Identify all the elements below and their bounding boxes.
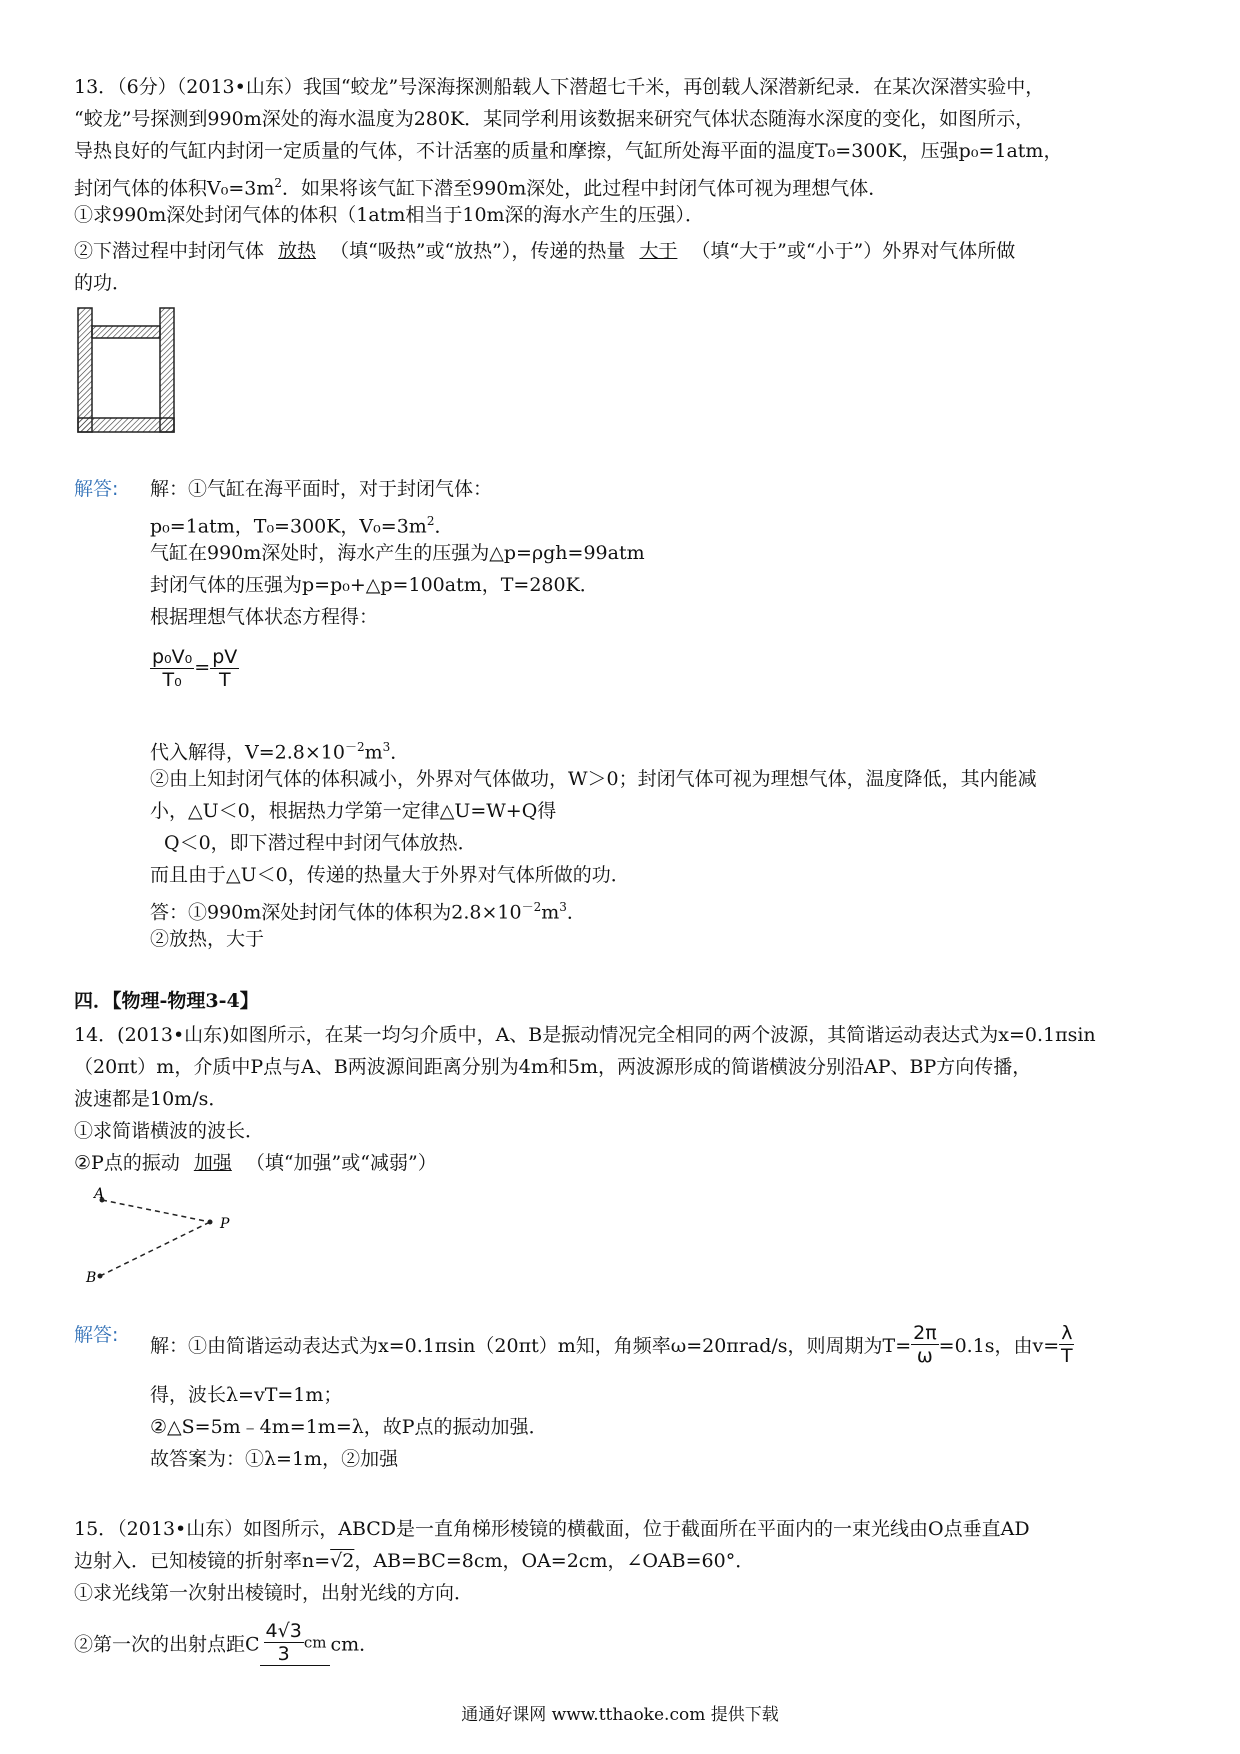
q13-answer-7: ②由上知封闭气体的体积减小，外界对气体做功，W＞0；封闭气体可视为理想气体，温度降低，其内能减 bbox=[150, 768, 1037, 790]
q13-answer-2-a: p₀=1atm，T₀=300K，V₀=3m bbox=[150, 515, 427, 538]
q13-line-4 bbox=[74, 170, 887, 201]
q15-line-4-b: cm． bbox=[330, 1633, 379, 1656]
q13-answer-6-sup1: －2 bbox=[344, 740, 365, 754]
q13-answer-label: 解答: bbox=[74, 478, 119, 500]
q13-line-4-b: ．如果将该气缸下潜至990m深处，此过程中封闭气体可视为理想气体． bbox=[282, 177, 888, 200]
q13-answer-11-b: m bbox=[541, 901, 560, 924]
q15-line-4 bbox=[74, 1620, 378, 1666]
q14-frac-1 bbox=[911, 1322, 939, 1367]
q14-line-4: ①求简谐横波的波长． bbox=[74, 1120, 265, 1142]
q13-line-6-c: （填“大于”或“小于”）外界对气体所做 bbox=[691, 240, 1016, 262]
q14-line-5-a: ②P点的振动 bbox=[74, 1152, 180, 1174]
line-ap bbox=[102, 1200, 210, 1222]
q13-answer-6-c: ． bbox=[390, 741, 410, 764]
q13-answer-11-c: ． bbox=[566, 901, 586, 924]
q13-answer-5: 根据理想气体状态方程得： bbox=[150, 606, 379, 628]
label-p: P bbox=[220, 1216, 230, 1232]
q13-sup: 2 bbox=[274, 176, 283, 190]
q13-frac-2-den: T bbox=[218, 669, 231, 691]
cylinder-left-wall bbox=[78, 308, 92, 432]
q13-answer-6-sup2: 3 bbox=[382, 740, 391, 754]
q13-answer-12: ②放热，大于 bbox=[150, 928, 265, 950]
label-b: B bbox=[86, 1270, 97, 1286]
q15-sqrt: √2 bbox=[330, 1550, 355, 1572]
q13-answer-3: 气缸在990m深处时，海水产生的压强为△p=ρgh=99atm bbox=[150, 542, 645, 564]
q15-line-1: 15．（2013•山东）如图所示，ABCD是一直角梯形棱镜的横截面，位于截面所在平面内的一束光线由O点垂直AD bbox=[74, 1518, 1030, 1540]
q14-line-2: （20πt）m，介质中P点与A、B两波源间距离分别为4m和5m，两波源形成的简谐横波分别沿AP、BP方向传播， bbox=[74, 1056, 1032, 1078]
q14-frac-2-num: λ bbox=[1061, 1322, 1073, 1344]
q15-frac-num: 4√3 bbox=[265, 1620, 302, 1642]
q13-equation bbox=[150, 646, 239, 691]
q15-line-3: ①求光线第一次射出棱镜时，出射光线的方向． bbox=[74, 1582, 474, 1604]
q13-answer-11-a: 答：①990m深处封闭气体的体积为2.8×10 bbox=[150, 901, 522, 924]
q14-answer-1-b: =0.1s，由v= bbox=[938, 1335, 1060, 1357]
q13-eq-sign: = bbox=[194, 656, 211, 679]
q13-blank-2: 大于 bbox=[639, 240, 678, 262]
q13-answer-2 bbox=[150, 508, 453, 539]
q14-line-3: 波速都是10m/s． bbox=[74, 1088, 228, 1110]
q13-answer-11-sup2: 3 bbox=[559, 900, 567, 914]
q15-line-4-a: ②第一次的出射点距C bbox=[74, 1633, 260, 1656]
q15-blank bbox=[260, 1620, 331, 1666]
page-footer: 通通好课网 www.tthaoke.com 提供下载 bbox=[461, 1705, 779, 1725]
cylinder-figure bbox=[76, 306, 176, 434]
q14-answer-3: ②△S=5m﹣4m=1m=λ，故P点的振动加强． bbox=[150, 1416, 548, 1438]
q13-answer-9: Q＜0，即下潜过程中封闭气体放热． bbox=[164, 832, 477, 854]
q14-answer-2: 得，波长λ=vT=1m； bbox=[150, 1384, 343, 1406]
q14-frac-2 bbox=[1059, 1322, 1074, 1367]
q15-frac-unit: cm bbox=[303, 1633, 327, 1652]
q13-line-1: 13．（6分）（2013•山东）我国“蛟龙”号深海探测船载人下潜超七千米，再创载人深潜新纪录．在某次深潜实验中， bbox=[74, 76, 1045, 98]
q13-line-7: 的功． bbox=[74, 272, 132, 294]
point-b bbox=[98, 1274, 103, 1279]
q14-frac-1-den: ω bbox=[916, 1345, 933, 1367]
q15-frac-den: 3 bbox=[277, 1643, 290, 1665]
q14-answer-1 bbox=[150, 1322, 1074, 1367]
q15-frac bbox=[264, 1620, 304, 1665]
cylinder-right-wall bbox=[160, 308, 174, 432]
q13-frac-2 bbox=[210, 646, 239, 691]
q13-line-6-a: ②下潜过程中封闭气体 bbox=[74, 240, 265, 262]
q13-answer-6-a: 代入解得，V=2.8×10 bbox=[150, 741, 345, 764]
q13-frac-1 bbox=[150, 646, 194, 691]
q13-line-2: “蛟龙”号探测到990m深处的海水温度为280K．某同学利用该数据来研究气体状态随海水深度的变化，如图所示， bbox=[74, 108, 1035, 130]
q14-frac-2-den: T bbox=[1061, 1345, 1073, 1367]
q14-answer-label: 解答: bbox=[74, 1324, 119, 1346]
q13-answer-4: 封闭气体的压强为p=p₀+△p=100atm，T=280K． bbox=[150, 574, 599, 596]
q14-answer-1-a: 解：①由简谐运动表达式为x=0.1πsin（20πt）m知，角频率ω=20πrad/s，则周期为T= bbox=[150, 1335, 912, 1357]
q13-frac-2-num: pV bbox=[212, 646, 238, 668]
q14-line-5-b: （填“加强”或“减弱”） bbox=[245, 1152, 437, 1174]
q15-line-2-a: 边射入．已知棱镜的折射率n= bbox=[74, 1550, 331, 1572]
q13-frac-1-num: p₀V₀ bbox=[152, 646, 193, 668]
q13-line-4-a: 封闭气体的体积V₀=3m bbox=[74, 177, 275, 200]
q13-answer-10: 而且由于△U＜0，传递的热量大于外界对气体所做的功． bbox=[150, 864, 630, 886]
q13-answer-6 bbox=[150, 734, 409, 765]
q13-answer-11 bbox=[150, 894, 586, 925]
q13-answer-2-sup: 2 bbox=[426, 514, 435, 528]
q13-blank-1: 放热 bbox=[278, 240, 317, 262]
q13-answer-6-b: m bbox=[364, 741, 383, 764]
q13-line-6-b: （填“吸热”或“放热”），传递的热量 bbox=[330, 240, 626, 262]
q13-answer-8: 小，△U＜0，根据热力学第一定律△U=W+Q得 bbox=[150, 800, 557, 822]
line-bp bbox=[100, 1222, 210, 1276]
point-p bbox=[208, 1220, 213, 1225]
piston bbox=[92, 326, 160, 338]
q13-line-5: ①求990m深处封闭气体的体积（1atm相当于10m深的海水产生的压强）． bbox=[74, 204, 705, 226]
q13-frac-1-den: T₀ bbox=[162, 669, 182, 691]
wave-sources-figure bbox=[88, 1186, 248, 1286]
q15-line-2 bbox=[74, 1548, 754, 1574]
q13-line-6 bbox=[74, 238, 1015, 264]
q14-answer-4: 故答案为：①λ=1m，②加强 bbox=[150, 1448, 399, 1470]
q13-line-3: 导热良好的气缸内封闭一定质量的气体，不计活塞的质量和摩擦，气缸所处海平面的温度T₀=300K，压强p₀=1atm， bbox=[74, 140, 1063, 162]
q15-line-2-b: ，AB=BC=8cm，OA=2cm，∠OAB=60°． bbox=[354, 1550, 755, 1572]
q14-blank-1: 加强 bbox=[193, 1152, 232, 1174]
q14-frac-1-num: 2π bbox=[913, 1322, 937, 1344]
q13-answer-11-sup1: －2 bbox=[521, 900, 542, 914]
q14-line-5 bbox=[74, 1150, 437, 1176]
q14-line-1: 14．(2013•山东)如图所示，在某一均匀介质中，A、B是振动情况完全相同的两个波源，其简谐运动表达式为x=0.1πsin bbox=[74, 1024, 1096, 1046]
q13-answer-2-b: ． bbox=[434, 515, 454, 538]
label-a: A bbox=[94, 1186, 105, 1202]
q13-answer-1: 解：①气缸在海平面时，对于封闭气体： bbox=[150, 478, 493, 500]
cylinder-bottom bbox=[78, 418, 174, 432]
section-4-heading: 四．【物理-物理3-4】 bbox=[74, 990, 259, 1012]
